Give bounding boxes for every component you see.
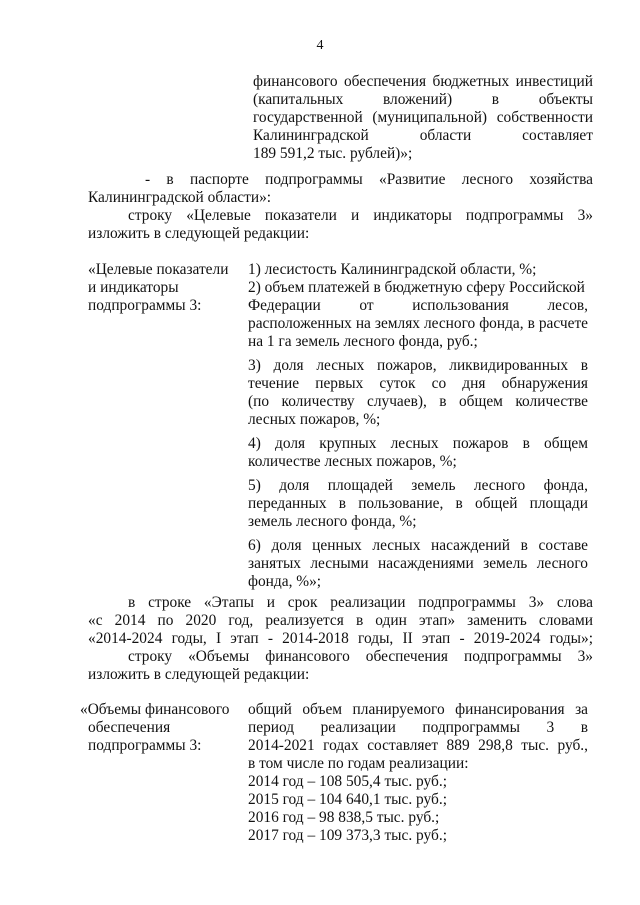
target-item: расположенных на землях лесного фонда, в расчете [248,315,588,332]
target-item: переданных в пользование, в общей площади [248,495,588,512]
financing-year: 2016 год – 98 838,5 тыс. руб.; [248,809,440,826]
text-line: «2014-2024 годы, I этап - 2014-2018 годы, II этап - 2019-2024 годы»; [88,630,593,647]
target-item: количестве лесных пожаров, %; [248,453,457,470]
text-line: - в паспорте подпрограммы «Развитие лесного хозяйства [145,171,593,188]
financing-year: 2017 год – 109 373,3 тыс. руб.; [248,827,447,844]
financing-label [80,701,245,755]
target-item: (по количеству случаев), в общем количестве [248,393,588,410]
targets-list [248,261,588,591]
intro-line: (капитальных вложений) в объекты [253,91,593,108]
text-line: Калининградской области»: [88,189,272,206]
target-item: 4) доля крупных лесных пожаров в общем [248,435,588,452]
text-line: «с 2014 по 2020 год, реализуется в один этап» заменить словами [88,612,593,629]
target-item: земель лесного фонда, %; [248,513,417,530]
financing-year: 2015 год – 104 640,1 тыс. руб.; [248,791,447,808]
text-line: изложить в следующей редакции: [88,666,310,683]
label-line: и индикаторы [88,279,179,296]
financing-text [248,701,588,845]
target-item: 3) доля лесных пожаров, ликвидированных в [248,357,588,374]
paragraph-passport [88,171,593,243]
label-line: подпрограммы 3: [88,737,202,754]
target-item: занятых лесными насаждениями земель лесного [248,555,588,572]
financing-line: 2014-2021 годах составляет 889 298,8 тыс. руб., [248,737,588,754]
label-line: «Объемы финансового [80,701,230,718]
label-line: подпрограммы 3: [88,297,202,314]
target-item: лесных пожаров, %; [248,411,381,428]
target-item: течение первых суток со дня обнаружения [248,375,588,392]
financing-year: 2014 год – 108 505,4 тыс. руб.; [248,773,447,790]
intro-line: государственной (муниципальной) собственности [253,109,593,126]
intro-line: Калининградской области составляет [253,127,593,144]
target-item: 1) лесистость Калининградской области, %; [248,261,537,278]
target-item: фонда, %»; [248,573,322,590]
text-line: строку «Объемы финансового обеспечения подпрограммы 3» [128,648,593,665]
label-line: «Целевые показатели [88,261,229,278]
intro-line: 189 591,2 тыс. рублей)»; [253,145,413,162]
target-item: на 1 га земель лесного фонда, руб.; [248,333,478,350]
text-line: строку «Целевые показатели и индикаторы подпрограммы 3» [128,207,593,224]
label-line: обеспечения [88,719,171,736]
target-item: 2) объем платежей в бюджетную сферу Российской [248,279,585,296]
targets-label [88,261,238,315]
target-item: 6) доля ценных лесных насаждений в составе [248,537,588,554]
text-line: в строке «Этапы и срок реализации подпрограммы 3» слова [128,594,593,611]
intro-line: финансового обеспечения бюджетных инвестиций [253,73,593,90]
text-line: изложить в следующей редакции: [88,225,310,242]
financing-line: в том числе по годам реализации: [248,755,469,772]
paragraph-stages [88,594,593,684]
financing-line: период реализации подпрограммы 3 в [248,719,588,736]
page-number: 4 [316,38,324,53]
intro-block [253,73,593,163]
target-item: 5) доля площадей земель лесного фонда, [248,477,588,494]
financing-line: общий объем планируемого финансирования за [248,701,588,718]
target-item: Федерации от использования лесов, [248,297,588,314]
